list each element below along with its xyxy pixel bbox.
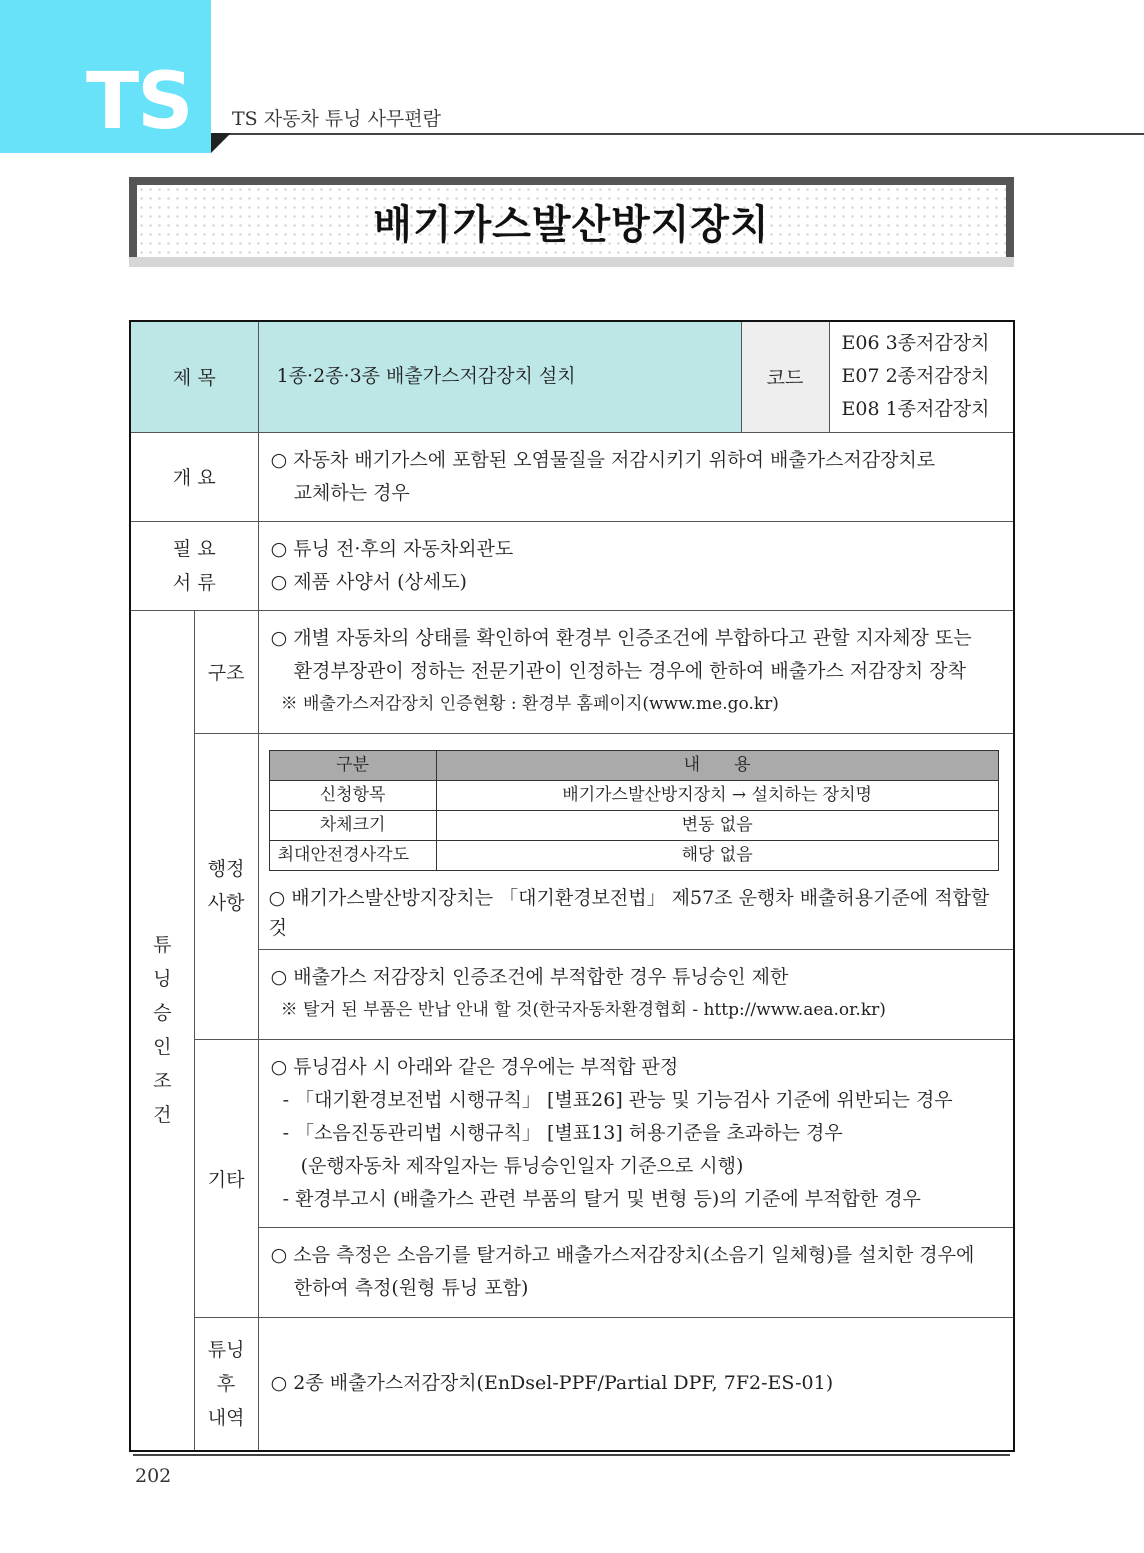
admin-table-header: 구분 <box>269 750 436 780</box>
spec-table <box>129 320 1015 1452</box>
admin-content-2 <box>258 949 1014 1039</box>
code-item: E08 1종저감장치 <box>841 398 990 421</box>
footer-rule <box>133 1454 1010 1456</box>
condition-label: 튜 닝 승 인 조 건 <box>130 610 194 1451</box>
code-item: E06 3종저감장치 <box>841 332 990 355</box>
overview-content <box>258 432 1014 521</box>
after-label: 튜닝 후 내역 <box>194 1317 258 1451</box>
ts-logo: TS <box>86 57 192 147</box>
docs-label: 필 요 서 류 <box>130 521 258 610</box>
code-list <box>829 321 1014 432</box>
page-title: 배기가스발산방지장치 <box>373 201 770 248</box>
docs-line: ○ 튜닝 전·후의 자동차외관도 <box>270 537 514 560</box>
admin-line: ○ 배출가스 저감장치 인증조건에 부적합한 경우 튜닝승인 제한 <box>270 966 789 988</box>
etc-content <box>258 1039 1014 1227</box>
overview-line: 교체하는 경우 <box>293 481 410 504</box>
admin-note: ※ 탈거 된 부품은 반납 안내 할 것(한국자동차환경협회 - http://www.aea.or.kr) <box>280 1000 886 1020</box>
etc-line: - 「소음진동관리법 시행규칙」 [별표13] 허용기준을 초과하는 경우 <box>282 1121 843 1144</box>
etc-content-2 <box>258 1227 1014 1317</box>
code-item: E07 2종저감장치 <box>841 365 990 388</box>
subject-value: 1종·2종·3종 배출가스저감장치 설치 <box>258 321 741 432</box>
overview-label: 개 요 <box>130 432 258 521</box>
header-notch <box>211 133 231 153</box>
table-row: 신청항목 배기가스발산방지장치 → 설치하는 장치명 <box>269 780 998 810</box>
admin-label: 행정 사항 <box>194 733 258 1039</box>
structure-note: ※ 배출가스저감장치 인증현황 : 환경부 홈페이지(www.me.go.kr) <box>280 694 779 714</box>
docs-content <box>258 521 1014 610</box>
etc-line: - 「대기환경보전법 시행규칙」 [별표26] 관능 및 기능검사 기준에 위반되는 경우 <box>282 1088 953 1111</box>
etc-line: ○ 소음 측정은 소음기를 탈거하고 배출가스저감장치(소음기 일체형)를 설치한 경우에 <box>270 1244 975 1266</box>
admin-table <box>269 750 999 871</box>
etc-line: 한하여 측정(원형 튜닝 포함) <box>293 1277 529 1299</box>
docs-line: ○ 제품 사양서 (상세도) <box>270 570 467 593</box>
overview-line: ○ 자동차 배기가스에 포함된 오염물질을 저감시키기 위하여 배출가스저감장치로 <box>270 448 936 471</box>
subject-label: 제 목 <box>130 321 258 432</box>
admin-line: ○ 배기가스발산방지장치는 「대기환경보전법」 제57조 운행차 배출허용기준에 적합할 것 <box>268 886 990 939</box>
page-number: 202 <box>135 1465 172 1487</box>
title-frame <box>129 177 1014 267</box>
table-row: 최대안전경사각도 해당 없음 <box>269 840 998 870</box>
structure-line: ○ 개별 자동차의 상태를 확인하여 환경부 인증조건에 부합하다고 관할 지자체장 또는 <box>270 627 972 649</box>
table-row: 차체크기 변동 없음 <box>269 810 998 840</box>
etc-line: - 환경부고시 (배출가스 관련 부품의 탈거 및 변형 등)의 기준에 부적합한 경우 <box>282 1187 921 1210</box>
etc-line: ○ 튜닝검사 시 아래와 같은 경우에는 부적합 판정 <box>270 1055 679 1078</box>
admin-content <box>258 733 1014 949</box>
structure-line: 환경부장관이 정하는 전문기관이 인정하는 경우에 한하여 배출가스 저감장치 장착 <box>293 660 966 682</box>
header-title: TS 자동차 튜닝 사무편람 <box>232 108 441 130</box>
admin-table-header: 내 용 <box>436 750 998 780</box>
after-content: ○ 2종 배출가스저감장치(EnDsel-PPF/Partial DPF, 7F2-ES-01) <box>258 1317 1014 1451</box>
structure-content <box>258 610 1014 733</box>
structure-label: 구조 <box>194 610 258 733</box>
etc-line: (운행자동차 제작일자는 튜닝승인일자 기준으로 시행) <box>300 1154 744 1177</box>
header-rule <box>211 133 1144 135</box>
code-label: 코드 <box>741 321 829 432</box>
etc-label: 기타 <box>194 1039 258 1317</box>
